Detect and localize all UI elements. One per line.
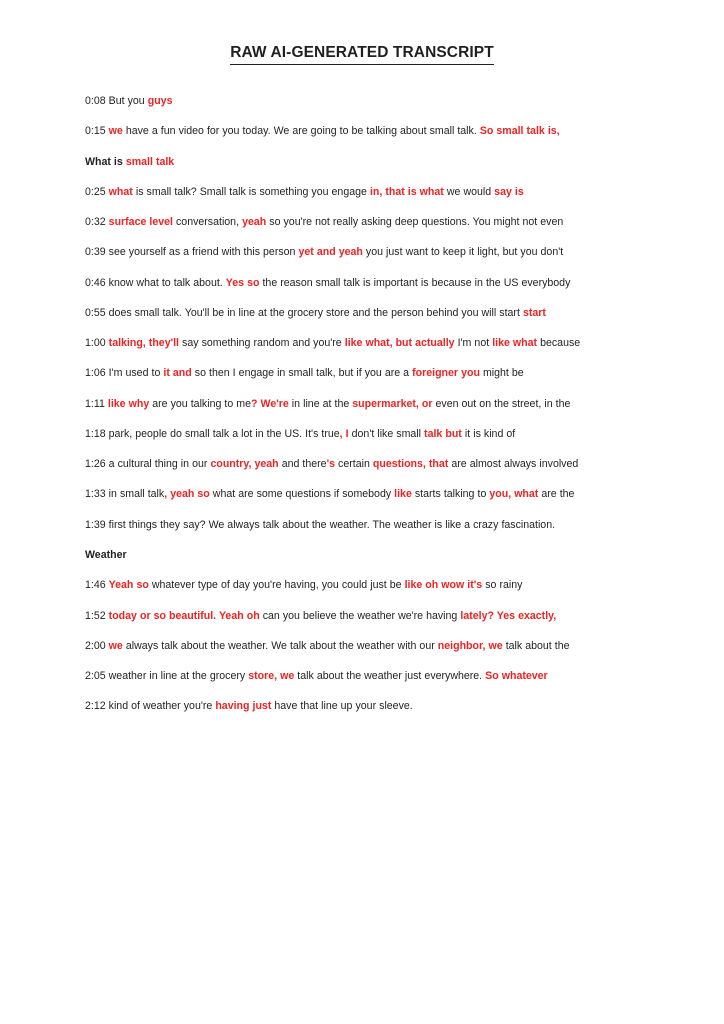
transcript-text: 1:46 bbox=[85, 579, 109, 592]
highlighted-text: yeah bbox=[242, 216, 267, 229]
highlighted-text: we bbox=[108, 639, 123, 652]
transcript-text: starts talking to bbox=[411, 488, 490, 501]
highlighted-text: questions, that bbox=[372, 458, 449, 471]
transcript-text: say something random and you're bbox=[179, 337, 345, 350]
highlighted-text: like what bbox=[492, 337, 538, 350]
highlighted-text: like why bbox=[107, 397, 150, 410]
highlighted-text: , yeah so bbox=[164, 488, 210, 501]
transcript-text: so rainy bbox=[482, 579, 523, 592]
transcript-text: in line at the bbox=[288, 397, 353, 410]
highlighted-text: what bbox=[108, 185, 133, 198]
highlighted-text: country, yeah bbox=[210, 458, 279, 471]
transcript-text: 1:39 first things they say? We always talk about the weather. The weather is like a crazy fascination. bbox=[85, 518, 556, 531]
transcript-text: don't like small bbox=[348, 427, 425, 440]
highlighted-text: today or so beautiful. Yeah oh bbox=[108, 609, 260, 622]
highlighted-text: store, we bbox=[248, 670, 295, 683]
highlighted-text: start bbox=[522, 306, 546, 319]
transcript-text: 1:18 park, people do small talk a lot in the US. It's true bbox=[85, 427, 340, 440]
highlighted-text: like what, but actually bbox=[344, 337, 455, 350]
highlighted-text: talking, they'll bbox=[108, 337, 179, 350]
highlighted-text: you, what bbox=[489, 488, 539, 501]
transcript-text: 0:08 But you bbox=[85, 95, 148, 107]
transcript-line bbox=[85, 700, 641, 714]
transcript-text: 1:33 in small talk bbox=[85, 488, 165, 501]
transcript-line bbox=[85, 458, 641, 472]
transcript-line bbox=[85, 579, 641, 593]
transcript-text: Weather bbox=[85, 548, 127, 561]
highlighted-text: foreigner you bbox=[412, 367, 480, 380]
transcript-body bbox=[85, 95, 641, 731]
highlighted-text: small talk bbox=[125, 155, 175, 168]
transcript-line bbox=[85, 428, 641, 442]
transcript-text: 1:00 bbox=[85, 337, 109, 350]
transcript-line bbox=[85, 337, 641, 351]
highlighted-text: ? We're bbox=[251, 397, 289, 410]
transcript-line bbox=[85, 640, 641, 654]
transcript-text: are you talking to me bbox=[149, 397, 252, 410]
transcript-text: 1:26 a cultural thing in our bbox=[85, 458, 211, 471]
highlighted-text: surface level bbox=[108, 216, 173, 229]
transcript-text: have a fun video for you today. We are going to be talking about small talk. bbox=[122, 125, 480, 138]
transcript-line bbox=[85, 216, 641, 230]
transcript-text: is small talk? Small talk is something you engage bbox=[132, 185, 370, 198]
transcript-text: even out on the street, in the bbox=[432, 397, 571, 410]
transcript-text: 2:05 weather in line at the grocery bbox=[85, 670, 249, 683]
transcript-text: 0:46 know what to talk about. bbox=[85, 276, 226, 289]
transcript-line bbox=[85, 95, 641, 109]
transcript-section-heading bbox=[85, 156, 641, 170]
transcript-text: what are some questions if somebody bbox=[209, 488, 395, 501]
highlighted-text: 's bbox=[326, 458, 335, 471]
highlighted-text: say is bbox=[494, 185, 524, 198]
transcript-text: we would bbox=[443, 185, 495, 198]
transcript-text: have that line up your sleeve. bbox=[271, 700, 413, 713]
transcript-line bbox=[85, 519, 641, 533]
transcript-text: whatever type of day you're having, you could just be bbox=[148, 579, 405, 592]
transcript-line bbox=[85, 186, 641, 200]
transcript-line bbox=[85, 488, 641, 502]
transcript-text: 0:25 bbox=[85, 185, 109, 198]
highlighted-text: yet and yeah bbox=[298, 246, 363, 259]
transcript-line bbox=[85, 246, 641, 260]
highlighted-text: guys bbox=[147, 95, 173, 107]
transcript-text: so then I engage in small talk, but if you are a bbox=[191, 367, 413, 380]
transcript-text: conversation, bbox=[172, 216, 243, 229]
transcript-text: talk about the bbox=[502, 639, 570, 652]
highlighted-text: like oh wow it's bbox=[404, 579, 483, 592]
highlighted-text: So whatever bbox=[485, 670, 548, 683]
transcript-line bbox=[85, 367, 641, 381]
highlighted-text: lately? Yes exactly, bbox=[460, 609, 557, 622]
transcript-text: 0:39 see yourself as a friend with this person bbox=[85, 246, 299, 259]
transcript-text: I'm not bbox=[454, 337, 493, 350]
highlighted-text: supermarket, or bbox=[352, 397, 433, 410]
transcript-text: 2:00 bbox=[85, 639, 109, 652]
highlighted-text: having just bbox=[215, 700, 272, 713]
transcript-text: certain bbox=[335, 458, 373, 471]
transcript-text: so you're not really asking deep questions. You might not even bbox=[266, 216, 564, 229]
transcript-text: are the bbox=[538, 488, 575, 501]
transcript-line bbox=[85, 277, 641, 291]
highlighted-text: So small talk is, bbox=[479, 125, 560, 138]
transcript-line bbox=[85, 125, 641, 139]
highlighted-text: it and bbox=[163, 367, 192, 380]
highlighted-text: we bbox=[108, 125, 123, 138]
transcript-text: 2:12 kind of weather you're bbox=[85, 700, 216, 713]
transcript-text: 1:11 bbox=[85, 397, 108, 410]
transcript-text: 0:55 does small talk. You'll be in line at the grocery store and the person behind you will start bbox=[85, 306, 523, 319]
transcript-line bbox=[85, 307, 641, 321]
transcript-text: always talk about the weather. We talk about the weather with our bbox=[122, 639, 438, 652]
transcript-text: it is kind of bbox=[461, 427, 516, 440]
transcript-text: can you believe the weather we're having bbox=[259, 609, 461, 622]
page-title bbox=[0, 0, 724, 65]
highlighted-text: Yeah so bbox=[108, 579, 149, 592]
transcript-text: What is bbox=[85, 155, 126, 168]
highlighted-text: , I bbox=[339, 427, 349, 440]
transcript-line bbox=[85, 398, 641, 412]
transcript-text: the reason small talk is important is because in the US everybody bbox=[259, 276, 571, 289]
transcript-text: talk about the weather just everywhere. bbox=[294, 670, 486, 683]
highlighted-text: like bbox=[394, 488, 412, 501]
transcript-text: because bbox=[537, 337, 581, 350]
transcript-text: you just want to keep it light, but you don't bbox=[362, 246, 564, 259]
transcript-line bbox=[85, 670, 641, 684]
transcript-text: 0:32 bbox=[85, 216, 109, 229]
transcript-text: might be bbox=[479, 367, 524, 380]
transcript-section-heading bbox=[85, 549, 641, 563]
highlighted-text: in, that is what bbox=[369, 185, 444, 198]
transcript-text: and there bbox=[278, 458, 327, 471]
transcript-text: 0:15 bbox=[85, 125, 109, 138]
highlighted-text: neighbor, we bbox=[437, 639, 503, 652]
transcript-text: 1:52 bbox=[85, 609, 109, 622]
page-title-text: RAW AI-GENERATED TRANSCRIPT bbox=[230, 44, 494, 65]
highlighted-text: Yes so bbox=[225, 276, 260, 289]
transcript-text: are almost always involved bbox=[448, 458, 579, 471]
transcript-line bbox=[85, 610, 641, 624]
transcript-text: 1:06 I'm used to bbox=[85, 367, 164, 380]
highlighted-text: talk but bbox=[424, 427, 462, 440]
